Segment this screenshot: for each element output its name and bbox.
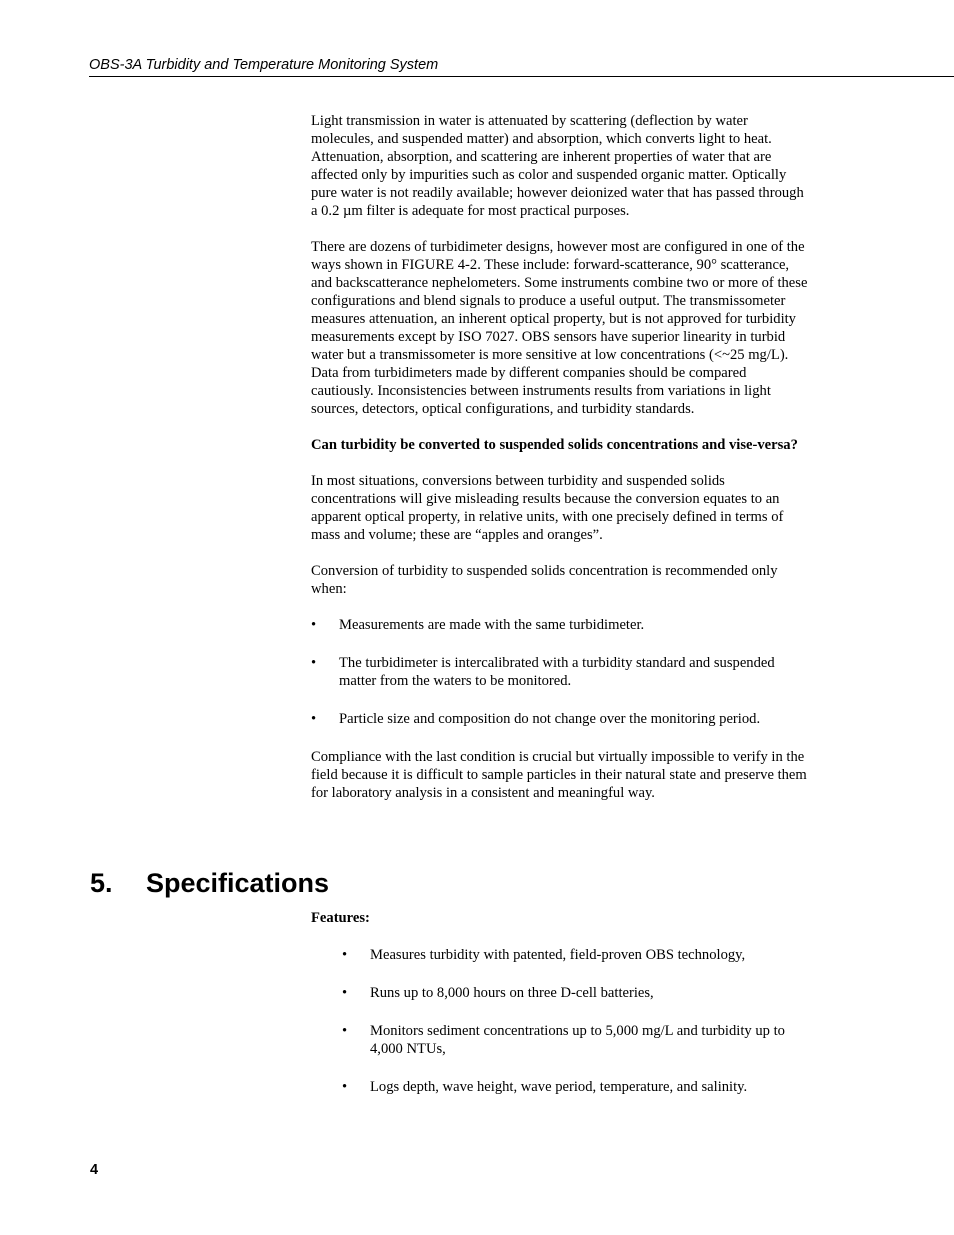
paragraph-recommended-when: Conversion of turbidity to suspended solids concentration is recommended only when:	[311, 563, 778, 597]
list-item-text: Measurements are made with the same turbidimeter.	[339, 617, 645, 633]
bullet-icon: •	[311, 655, 317, 671]
features-label: Features:	[311, 910, 370, 926]
paragraph-compliance: Compliance with the last condition is crucial but virtually impossible to verify in the field because it is difficult to sample particles in their natural state and preserve them for laboratory analysis in a consistent and meaningful way.	[311, 749, 807, 801]
body-text	[311, 112, 811, 820]
list-item	[311, 654, 811, 690]
bullet-icon: •	[342, 947, 348, 963]
list-item	[311, 1078, 811, 1096]
paragraph-conversions: In most situations, conversions between turbidity and suspended solids concentrations will give misleading results because the conversion equates to an apparent optical property, in relative units, with one precisely defined in terms of mass and volume; these are “apples and oranges”.	[311, 473, 784, 543]
section-heading	[90, 866, 329, 900]
section-number: 5.	[90, 868, 113, 898]
section-title: Specifications	[146, 868, 330, 898]
conditions-list	[311, 616, 811, 728]
list-item-text: The turbidimeter is intercalibrated with a turbidity standard and suspended matter from the waters to be monitored.	[339, 655, 775, 689]
bullet-icon: •	[342, 985, 348, 1001]
list-item	[311, 946, 811, 964]
bullet-icon: •	[311, 617, 317, 633]
features-section	[311, 909, 811, 1116]
running-header: OBS-3A Turbidity and Temperature Monitoring System	[89, 56, 954, 77]
features-list	[311, 946, 811, 1096]
list-item-text: Measures turbidity with patented, field-proven OBS technology,	[370, 947, 746, 963]
list-item	[311, 984, 811, 1002]
list-item	[311, 616, 811, 634]
paragraph-turbidimeter-designs: There are dozens of turbidimeter designs, however most are configured in one of the ways shown in FIGURE 4-2. These include: forward-scatterance, 90° scatterance, and backscatterance nephelometers. Some instruments combine two or more of these configurations and blend signals to produce a useful output. The transmissometer measures attenuation, an inherent optical property, but is not approved for turbidity measurements except by ISO 7027. OBS sensors have superior linearity in turbid water but a transmissometer is more sensitive at low concentrations (<~25 mg/L). Data from turbidimeters made by different companies should be compared cautiously. Inconsistencies between instruments results from variations in light sources, detectors, optical configurations, and turbidity standards.	[311, 239, 808, 417]
page-number: 4	[90, 1162, 99, 1178]
list-item-text: Logs depth, wave height, wave period, temperature, and salinity.	[370, 1079, 748, 1095]
bullet-icon: •	[342, 1079, 348, 1095]
list-item-text: Runs up to 8,000 hours on three D-cell batteries,	[370, 985, 654, 1001]
bullet-icon: •	[342, 1023, 348, 1039]
paragraph-light-transmission: Light transmission in water is attenuated by scattering (deflection by water molecules, and suspended matter) and absorption, which converts light to heat. Attenuation, absorption, and scattering are inherent properties of water that are affected only by impurities such as color and suspended organic matter. Optically pure water is not readily available; however deionized water that has passed through a 0.2 µm filter is adequate for most practical purposes.	[311, 113, 804, 219]
list-item	[311, 1022, 811, 1058]
list-item	[311, 710, 811, 728]
list-item-text: Particle size and composition do not change over the monitoring period.	[339, 711, 761, 727]
question-heading: Can turbidity be converted to suspended solids concentrations and vise-versa?	[311, 437, 798, 453]
bullet-icon: •	[311, 711, 317, 727]
list-item-text: Monitors sediment concentrations up to 5,000 mg/L and turbidity up to 4,000 NTUs,	[370, 1023, 785, 1057]
